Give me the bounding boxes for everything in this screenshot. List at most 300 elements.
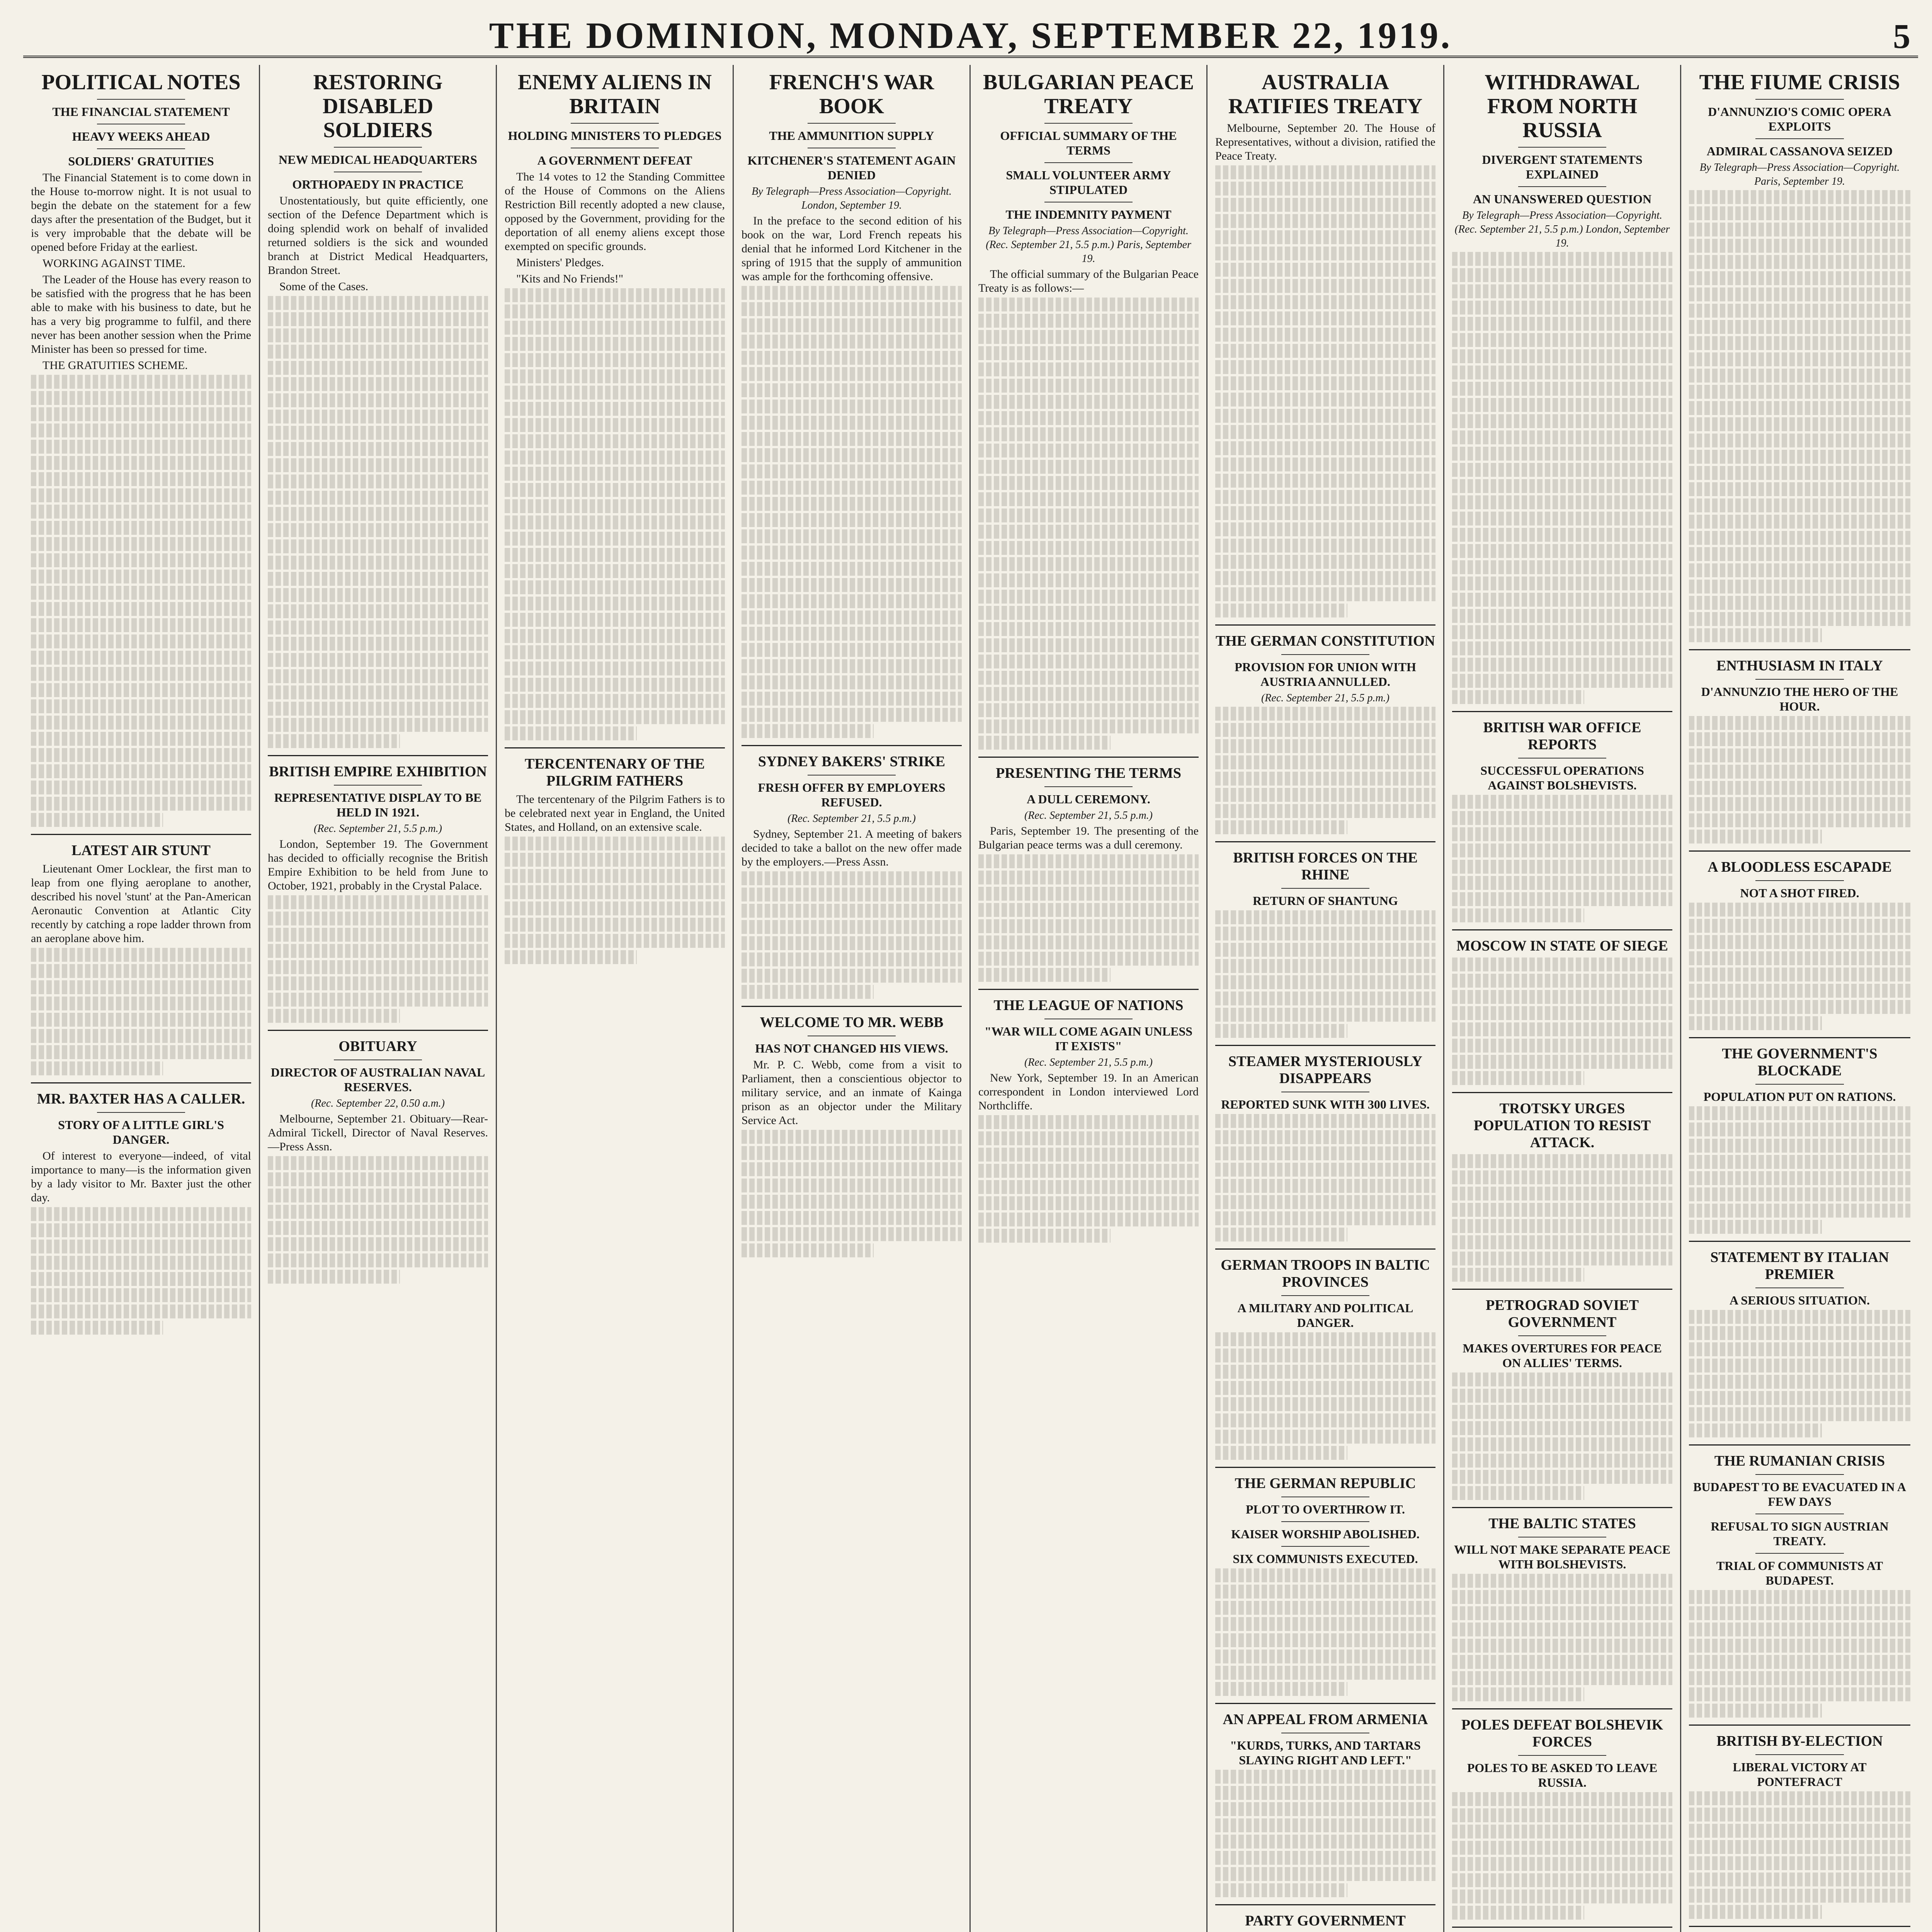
article-paragraph: London, September 19. The Government has decided to officially recognise the British Empire Exhibition to be held from June to October, 1921, probably in the Crystal Palace. — [268, 838, 488, 892]
text-line — [1689, 968, 1910, 981]
article-dateline: (Rec. September 21, 5.5 p.m.) — [1261, 692, 1389, 704]
text-line — [1452, 349, 1672, 363]
text-line — [1689, 716, 1910, 730]
text-line — [1452, 528, 1672, 542]
body-text-lines — [1215, 1568, 1435, 1696]
text-line — [1215, 1617, 1435, 1631]
text-line — [1215, 490, 1435, 504]
text-line — [31, 1272, 251, 1286]
article-subhead: "KURDS, TURKS, AND TARTARS SLAYING RIGHT AND LEFT." — [1230, 1738, 1421, 1767]
text-line — [1215, 425, 1435, 439]
text-line — [1689, 1639, 1910, 1653]
text-line — [31, 553, 251, 567]
article-headline: MR. BAXTER HAS A CALLER. — [37, 1091, 245, 1107]
text-line — [1215, 279, 1435, 293]
text-line — [1452, 625, 1672, 639]
article-subhead: BUDAPEST TO BE EVACUATED IN A FEW DAYS — [1693, 1480, 1906, 1509]
section-divider — [742, 745, 962, 746]
article-subhead: REFUSAL TO SIGN AUSTRIAN TREATY. — [1711, 1519, 1889, 1548]
text-line — [31, 797, 251, 811]
article-dateline: By Telegraph—Press Association—Copyright. London, September 19. — [752, 185, 952, 211]
text-line — [268, 491, 488, 505]
text-line — [505, 434, 725, 448]
text-line — [1215, 927, 1435, 940]
text-line — [1452, 1889, 1672, 1903]
article-dateline: (Rec. September 21, 5.5 p.m.) — [313, 823, 442, 835]
headline-rule — [1281, 888, 1369, 889]
text-line — [31, 634, 251, 648]
text-line — [742, 1195, 962, 1209]
text-line — [268, 410, 488, 423]
text-line — [31, 521, 251, 535]
text-line — [742, 692, 962, 706]
article-paragraph: In the preface to the second edition of his book on the war, Lord French repeats his denial that he informed Lord Kitchener in the spring of 1915 that the supply of ammunition was ample for the forthcoming offensive. — [742, 214, 962, 283]
text-line — [1452, 382, 1672, 396]
text-line — [1452, 1671, 1672, 1685]
column-8 — [1681, 65, 1918, 1932]
text-line — [31, 732, 251, 746]
text-line — [268, 993, 488, 1007]
article-paragraph: New York, September 19. In an American correspondent in London interviewed Lord Northcliffe. — [978, 1071, 1199, 1112]
article-headline: PRESENTING THE TERMS — [995, 765, 1182, 781]
text-line — [505, 532, 725, 546]
article-dateline: (Rec. September 21, 5.5 p.m.) — [1024, 810, 1153, 821]
article-subhead: NEW MEDICAL HEADQUARTERS — [279, 153, 477, 167]
text-line — [1452, 317, 1672, 331]
article — [31, 834, 251, 1075]
columns-grid — [23, 65, 1918, 1932]
text-line — [978, 460, 1199, 474]
text-line — [1689, 919, 1910, 933]
text-line — [1689, 206, 1910, 220]
text-line — [268, 474, 488, 488]
article-headline: TROTSKY URGES POPULATION TO RESIST ATTACK. — [1473, 1100, 1651, 1151]
text-line — [505, 564, 725, 578]
text-line — [1215, 910, 1435, 924]
text-line — [1689, 903, 1910, 917]
headline-rule — [1518, 1335, 1606, 1336]
text-line — [978, 557, 1199, 571]
text-line — [1689, 1704, 1822, 1718]
text-line — [742, 643, 962, 657]
text-line — [31, 472, 251, 486]
article-subhead: POLES TO BE ASKED TO LEAVE RUSSIA. — [1467, 1761, 1658, 1789]
text-line — [1452, 1655, 1672, 1669]
headline-rule — [334, 147, 422, 148]
body-text-lines — [1452, 957, 1672, 1085]
text-line — [1215, 1650, 1435, 1663]
text-line — [1452, 447, 1672, 461]
text-line — [505, 288, 725, 302]
text-line — [978, 298, 1199, 311]
text-line — [742, 1162, 962, 1176]
text-line — [1452, 593, 1672, 607]
text-line — [1452, 811, 1672, 825]
text-line — [31, 1061, 163, 1075]
text-line — [1689, 1671, 1910, 1685]
article — [742, 70, 962, 738]
text-line — [742, 400, 962, 413]
text-line — [1452, 301, 1672, 315]
text-line — [742, 529, 962, 543]
body-text-lines — [742, 871, 962, 999]
body-text-lines — [742, 1130, 962, 1257]
text-line — [1215, 1130, 1435, 1144]
text-line — [1452, 1170, 1672, 1184]
article-paragraph: The Financial Statement is to come down in the House to-morrow night. It is not usual to begin the debate on the statement for a few days after the presentation of the Budget, but it is very improbable that the debate will be opened before Friday at the earliest. — [31, 171, 251, 253]
article-subhead: "WAR WILL COME AGAIN UNLESS IT EXISTS" — [984, 1024, 1193, 1053]
article-subhead: D'ANNUNZIO'S COMIC OPERA EXPLOITS — [1708, 105, 1891, 133]
body-text-lines — [978, 298, 1199, 750]
text-line — [978, 1148, 1199, 1162]
article-paragraph: THE GRATUITIES SCHEME. — [43, 359, 188, 372]
section-divider — [1215, 1467, 1435, 1468]
body-text-lines — [978, 1115, 1199, 1243]
article-subhead: REPRESENTATIVE DISPLAY TO BE HELD IN 1921. — [274, 791, 482, 819]
text-line — [742, 318, 962, 332]
text-line — [268, 523, 488, 537]
text-line — [1689, 612, 1910, 626]
column-5 — [971, 65, 1208, 1932]
text-line — [1689, 1016, 1822, 1030]
text-line — [1452, 1006, 1672, 1020]
column-1 — [23, 65, 260, 1932]
text-line — [1452, 1219, 1672, 1233]
section-divider — [1215, 624, 1435, 626]
text-line — [1215, 263, 1435, 277]
section-divider — [505, 747, 725, 748]
text-line — [978, 638, 1199, 652]
text-line — [1215, 1585, 1435, 1599]
text-line — [978, 606, 1199, 620]
headline-rule — [1755, 679, 1844, 680]
text-line — [1689, 984, 1910, 998]
text-line — [742, 302, 962, 316]
text-line — [1215, 474, 1435, 488]
article-subhead: RETURN OF SHANTUNG — [1253, 894, 1398, 908]
text-line — [742, 969, 962, 983]
body-text-lines — [505, 837, 725, 964]
body-text-lines — [1689, 1590, 1910, 1718]
text-line — [1452, 398, 1672, 412]
article — [1452, 1507, 1672, 1701]
article-paragraph: Some of the Cases. — [279, 280, 368, 293]
article-paragraph: "Kits and No Friends!" — [516, 272, 623, 285]
text-line — [1689, 765, 1910, 779]
text-line — [268, 328, 488, 342]
text-line — [1452, 1574, 1672, 1588]
text-line — [31, 1223, 251, 1237]
article-subhead: REPORTED SUNK WITH 300 LIVES. — [1221, 1097, 1430, 1111]
text-line — [1452, 1235, 1672, 1249]
text-line — [1689, 830, 1822, 844]
text-line — [1689, 935, 1910, 949]
article-paragraph: The tercentenary of the Pilgrim Fathers is to be celebrated next year in England, the United States, and Holland, on an extensive scale. — [505, 793, 725, 833]
text-line — [1215, 820, 1347, 834]
text-line — [31, 948, 251, 962]
text-line — [742, 464, 962, 478]
text-line — [1689, 547, 1910, 561]
text-line — [978, 919, 1199, 933]
text-line — [505, 580, 725, 594]
body-text-lines — [1452, 795, 1672, 922]
text-line — [1689, 1407, 1910, 1421]
text-line — [1215, 1786, 1435, 1800]
text-line — [268, 345, 488, 359]
text-line — [1215, 1666, 1435, 1680]
text-line — [1689, 1122, 1910, 1136]
body-text-lines — [1215, 1770, 1435, 1897]
text-line — [1215, 182, 1435, 196]
article — [1452, 1708, 1672, 1920]
text-line — [268, 895, 488, 909]
article-headline: THE GOVERNMENT'S BLOCKADE — [1722, 1046, 1878, 1079]
text-line — [1452, 1022, 1672, 1036]
text-line — [1452, 1203, 1672, 1217]
text-line — [31, 716, 251, 730]
text-line — [1689, 1326, 1910, 1340]
article-headline: TERCENTENARY OF THE PILGRIM FATHERS — [524, 756, 705, 789]
text-line — [268, 1156, 488, 1170]
body-text-lines — [1215, 1332, 1435, 1460]
text-line — [505, 548, 725, 562]
text-line — [1215, 1802, 1435, 1816]
text-line — [1452, 876, 1672, 890]
article-paragraph: Melbourne, September 21. Obituary—Rear-Admiral Tickell, Director of Naval Reserves.—Press Assn. — [268, 1112, 488, 1153]
text-line — [742, 936, 962, 950]
text-line — [505, 337, 725, 351]
text-line — [1689, 1655, 1910, 1669]
headline-rule — [1755, 1474, 1844, 1475]
article-headline: ENTHUSIASM IN ITALY — [1716, 658, 1883, 674]
text-line — [1215, 788, 1435, 802]
section-divider — [268, 755, 488, 756]
text-line — [268, 1205, 488, 1219]
text-line — [1689, 732, 1910, 746]
text-line — [742, 367, 962, 381]
text-line — [31, 1207, 251, 1221]
text-line — [1215, 344, 1435, 358]
text-line — [1452, 1252, 1672, 1265]
column-4 — [734, 65, 971, 1932]
text-line — [1452, 1039, 1672, 1053]
text-line — [1452, 1486, 1584, 1500]
text-line — [1215, 1332, 1435, 1346]
text-line — [742, 724, 874, 738]
text-line — [1215, 1818, 1435, 1832]
text-line — [1215, 723, 1435, 737]
headline-rule — [97, 148, 185, 149]
article-headline: LATEST AIR STUNT — [71, 842, 211, 859]
article — [1215, 841, 1435, 1038]
text-line — [1215, 214, 1435, 228]
headline-rule — [1044, 123, 1133, 124]
article-subhead: ORTHOPAEDY IN PRACTICE — [292, 177, 464, 191]
body-text-lines — [1452, 1154, 1672, 1282]
article-dateline: (Rec. September 22, 0.50 a.m.) — [311, 1097, 445, 1109]
text-line — [268, 588, 488, 602]
text-line — [1452, 252, 1672, 266]
text-line — [268, 621, 488, 634]
article — [268, 755, 488, 1023]
article-headline: THE GERMAN CONSTITUTION — [1216, 633, 1435, 649]
article — [978, 989, 1199, 1243]
text-line — [505, 901, 725, 915]
text-line — [1689, 1359, 1910, 1372]
text-line — [31, 1288, 251, 1302]
article-dateline: (Rec. September 21, 5.5 p.m.) — [1024, 1056, 1153, 1068]
text-line — [1452, 284, 1672, 298]
text-line — [1452, 1873, 1672, 1887]
article-subhead: PROVISION FOR UNION WITH AUSTRIA ANNULLED. — [1235, 660, 1416, 689]
article-subhead: SIX COMMUNISTS EXECUTED. — [1233, 1552, 1418, 1566]
text-line — [1452, 1437, 1672, 1451]
article-subhead: SOLDIERS' GRATUITIES — [68, 154, 214, 168]
text-line — [1452, 479, 1672, 493]
text-line — [1215, 1349, 1435, 1362]
text-line — [31, 699, 251, 713]
text-line — [268, 296, 488, 310]
article-subhead: AN UNANSWERED QUESTION — [1473, 192, 1652, 206]
article — [1215, 624, 1435, 834]
text-line — [31, 407, 251, 421]
text-line — [1452, 333, 1672, 347]
article-subhead: A MILITARY AND POLITICAL DANGER. — [1237, 1301, 1413, 1330]
text-line — [1215, 457, 1435, 471]
text-line — [505, 662, 725, 675]
text-line — [1689, 434, 1910, 447]
text-line — [268, 1253, 488, 1267]
article-subhead: DIVERGENT STATEMENTS EXPLAINED — [1482, 153, 1643, 181]
text-line — [742, 1211, 962, 1225]
text-line — [268, 1270, 400, 1284]
article-paragraph: Paris, September 19. The presenting of the Bulgarian peace terms was a dull ceremony. — [978, 825, 1199, 851]
article-subhead: PLOT TO OVERTHROW IT. — [1245, 1502, 1405, 1516]
text-line — [742, 335, 962, 349]
text-line — [1452, 430, 1672, 444]
text-line — [31, 602, 251, 616]
section-divider — [1215, 1904, 1435, 1905]
text-line — [1215, 1835, 1435, 1849]
article-paragraph: Melbourne, September 20. The House of Representatives, without a division, ratified the Peace Treaty. — [1215, 122, 1435, 162]
text-line — [978, 935, 1199, 949]
text-line — [1452, 366, 1672, 379]
text-line — [1689, 304, 1910, 318]
article-headline: ENEMY ALIENS IN BRITAIN — [517, 70, 712, 118]
section-divider — [1215, 1703, 1435, 1704]
text-line — [1452, 1590, 1672, 1604]
text-line — [1215, 604, 1347, 617]
text-line — [1689, 1423, 1822, 1437]
text-line — [1689, 1606, 1910, 1620]
text-line — [505, 467, 725, 481]
text-line — [978, 968, 1111, 982]
headline-rule — [1755, 1287, 1844, 1288]
text-line — [1215, 198, 1435, 212]
headline-rule — [808, 123, 896, 124]
article — [978, 70, 1199, 750]
text-line — [1215, 975, 1435, 989]
text-line — [31, 505, 251, 519]
text-line — [268, 1237, 488, 1251]
text-line — [1689, 951, 1910, 965]
body-text-lines — [268, 1156, 488, 1284]
text-line — [1215, 328, 1435, 342]
text-line — [505, 499, 725, 513]
section-divider — [1215, 1045, 1435, 1046]
text-line — [1215, 1195, 1435, 1209]
text-line — [1689, 1889, 1910, 1903]
body-text-lines — [31, 375, 251, 827]
body-text-lines — [742, 286, 962, 738]
text-line — [978, 395, 1199, 409]
text-line — [31, 1045, 251, 1059]
article-subhead: THE INDEMNITY PAYMENT — [1005, 207, 1172, 221]
article-subhead: LIBERAL VICTORY AT PONTEFRACT — [1733, 1760, 1867, 1789]
text-line — [1452, 544, 1672, 558]
text-line — [1689, 596, 1910, 610]
text-line — [978, 362, 1199, 376]
article-subhead: D'ANNUNZIO THE HERO OF THE HOUR. — [1701, 685, 1898, 713]
article — [1689, 1037, 1910, 1234]
text-line — [978, 573, 1199, 587]
text-line — [268, 442, 488, 456]
article-headline: SYDNEY BAKERS' STRIKE — [758, 753, 946, 770]
text-line — [31, 586, 251, 600]
text-line — [505, 950, 637, 964]
article-dateline: (Rec. September 21, 5.5 p.m.) — [787, 813, 916, 825]
text-line — [268, 1172, 488, 1186]
text-line — [1452, 690, 1584, 704]
article-headline: THE LEAGUE OF NATIONS — [993, 997, 1184, 1014]
text-line — [1215, 1601, 1435, 1615]
text-line — [31, 391, 251, 405]
section-divider — [31, 834, 251, 835]
body-text-lines — [505, 288, 725, 740]
text-line — [978, 1115, 1199, 1129]
text-line — [31, 1304, 251, 1318]
text-line — [1215, 1008, 1435, 1022]
text-line — [268, 1189, 488, 1202]
body-text-lines — [1689, 716, 1910, 844]
text-line — [31, 683, 251, 697]
body-text-lines — [1452, 1574, 1672, 1701]
text-line — [1689, 1824, 1910, 1838]
text-line — [1689, 1187, 1910, 1201]
text-line — [505, 869, 725, 883]
text-line — [1215, 943, 1435, 957]
text-line — [742, 888, 962, 901]
text-line — [1215, 755, 1435, 769]
text-line — [1215, 1163, 1435, 1177]
headline-rule — [1281, 1546, 1369, 1547]
body-text-lines — [1689, 903, 1910, 1030]
text-line — [1452, 1268, 1584, 1282]
text-line — [31, 1029, 251, 1043]
text-line — [1689, 1687, 1910, 1701]
text-line — [978, 703, 1199, 717]
text-line — [1452, 1372, 1672, 1386]
section-divider — [1452, 929, 1672, 930]
text-line — [31, 1321, 163, 1335]
text-line — [1689, 1856, 1910, 1870]
article-dateline: By Telegraph—Press Association—Copyright. (Rec. September 21, 5.5 p.m.) London, September 19. — [1454, 209, 1670, 249]
article-headline: RESTORING DISABLED SOLDIERS — [313, 70, 443, 142]
text-line — [978, 1229, 1111, 1243]
text-line — [1452, 658, 1672, 672]
article-subhead: HAS NOT CHANGED HIS VIEWS. — [755, 1041, 948, 1055]
text-line — [1689, 580, 1910, 594]
